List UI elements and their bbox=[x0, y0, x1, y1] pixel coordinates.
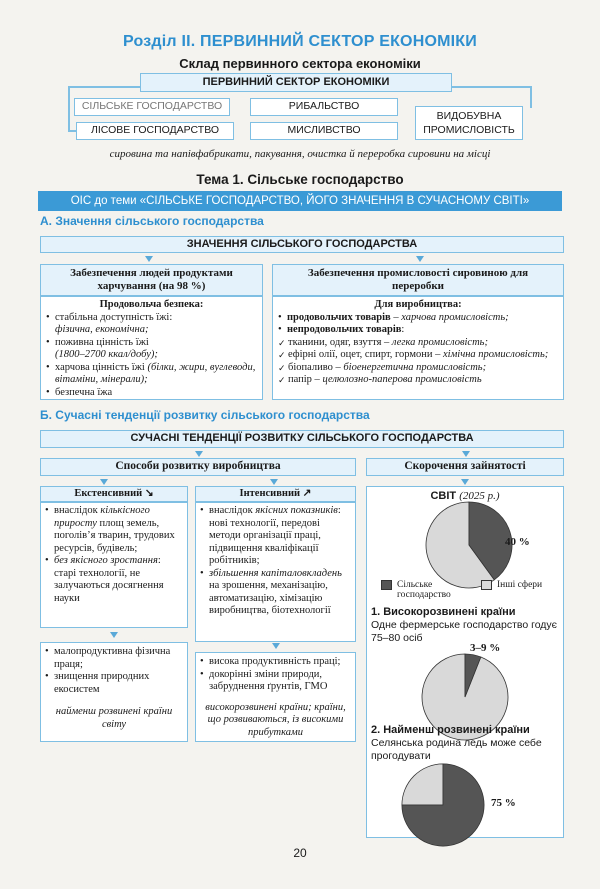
list-item: • поживна цінність їжі (1800–2700 ккал/добу); bbox=[46, 337, 257, 362]
connector bbox=[530, 86, 532, 108]
developed-title: 1. Високорозвинені країни bbox=[371, 606, 516, 618]
world-label: СВІТ (2025 р.) bbox=[430, 490, 500, 502]
connector bbox=[68, 130, 76, 132]
list-item: • харчова цінність їжі (білки, жири, вуглеводи, вітаміни, мінерали); bbox=[46, 362, 257, 387]
extensive-results-box bbox=[40, 642, 188, 742]
arrow-down bbox=[462, 451, 470, 457]
connector bbox=[68, 86, 70, 131]
employment-title: Скорочення зайнятості bbox=[366, 458, 564, 476]
list-item: • знищення природних екосистем bbox=[45, 671, 183, 696]
branch-fishing: РИБАЛЬСТВО bbox=[250, 98, 398, 116]
section-b-box-title: СУЧАСНІ ТЕНДЕНЦІЇ РОЗВИТКУ СІЛЬСЬКОГО ГОСПОДАРСТВА bbox=[40, 430, 564, 448]
least-developed-text: Селянська родина ледь може себе прогодувати bbox=[371, 737, 542, 762]
pie-slice-other bbox=[402, 764, 443, 805]
topic-banner: ОІС до теми «СІЛЬСЬКЕ ГОСПОДАРСТВО, ЙОГО ЗНАЧЕННЯ В СУЧАСНОМУ СВІТІ» bbox=[38, 191, 562, 211]
composition-title: Склад первинного сектора економіки bbox=[179, 56, 421, 71]
list-item: ✓ папір – целюлозно-паперова промисловість bbox=[278, 374, 558, 387]
industry-supply-title: Забезпечення промисловості сировиною для переробки bbox=[272, 264, 564, 296]
arrow-down bbox=[416, 256, 424, 262]
branch-hunting: МИСЛИВСТВО bbox=[250, 122, 398, 140]
list-item: ✓ тканини, одяг, взуття – легка промисловість; bbox=[278, 337, 558, 350]
list-item: • безпечна їжа bbox=[46, 387, 257, 400]
extensive-title: Екстенсивний ↘ bbox=[40, 486, 188, 502]
methods-title: Способи розвитку виробництва bbox=[40, 458, 356, 476]
arrow-down bbox=[461, 479, 469, 485]
sector-note: сировина та напівфабрикати, пакування, очистка й переробка сировини на місці bbox=[109, 148, 491, 160]
list-item: • малопродуктивна фізична праця; bbox=[45, 646, 183, 671]
extensive-countries: найменш розвинені країни світу bbox=[55, 706, 173, 730]
pie-label-world: 40 % bbox=[505, 536, 530, 548]
intensive-results-box bbox=[195, 652, 356, 742]
branch-mining bbox=[415, 106, 523, 140]
intensive-countries: високорозвинені країни; країни, що розвиваються, із високими прибутками bbox=[205, 701, 346, 738]
list-item: ✓ біопаливо – біоенергетична промисловість; bbox=[278, 362, 558, 375]
list-item: • стабільна доступність їжі: фізична, економічна; bbox=[46, 312, 257, 337]
food-supply-box bbox=[40, 296, 263, 400]
topic-title: Тема 1. Сільське господарство bbox=[196, 172, 404, 187]
list-item: • збільшення капіталовкладень на зрошення, механізацію, автоматизацію, хімізацію виробництва, біотехнології bbox=[200, 568, 351, 618]
page-number: 20 bbox=[293, 846, 307, 860]
list-item: • висока продуктивність праці; bbox=[200, 656, 351, 669]
list-item: • докорінні зміни природи, забруднення ґрунтів, ГМО bbox=[200, 669, 351, 694]
list-item: • непродовольчих товарів: bbox=[278, 324, 558, 337]
list-item: ✓ ефірні олії, оцет, спирт, гормони – хімічна промисловість; bbox=[278, 349, 558, 362]
production-label: Для виробництва: bbox=[374, 299, 462, 310]
pie-chart-world bbox=[424, 500, 514, 590]
branch-forestry: ЛІСОВЕ ГОСПОДАРСТВО bbox=[76, 122, 234, 140]
section-a-box-title: ЗНАЧЕННЯ СІЛЬСЬКОГО ГОСПОДАРСТВА bbox=[40, 236, 564, 253]
pie-label-least-developed: 75 % bbox=[491, 797, 516, 809]
arrow-down bbox=[110, 632, 118, 638]
list-item: • внаслідок якісних показників: нові технології, передові методи організації праці, підвищення кваліфікації робітників; bbox=[200, 505, 351, 568]
connector bbox=[452, 86, 530, 88]
section-title: Розділ ІІ. ПЕРВИННИЙ СЕКТОР ЕКОНОМІКИ bbox=[123, 33, 477, 50]
pie-chart-least-developed bbox=[400, 762, 486, 848]
arrow-down bbox=[195, 451, 203, 457]
arrow-down bbox=[145, 256, 153, 262]
extensive-box bbox=[40, 502, 188, 628]
section-b-heading: Б. Сучасні тенденції розвитку сільського господарства bbox=[40, 408, 370, 422]
arrow-down bbox=[100, 479, 108, 485]
intensive-box bbox=[195, 502, 356, 642]
list-item: • продовольчих товарів – харчова промисловість; bbox=[278, 312, 558, 325]
list-item: • внаслідок кількісного приросту площ земель, поголів’я тварин, трудових ресурсів, будівель; bbox=[45, 505, 183, 555]
industry-supply-box bbox=[272, 296, 564, 400]
list-item: • без якісного зростання: старі технології, не залучаються досягнення науки bbox=[45, 555, 183, 605]
intensive-title: Інтенсивний ↗ bbox=[195, 486, 356, 502]
branch-agriculture: СІЛЬСЬКЕ ГОСПОДАРСТВО bbox=[74, 98, 230, 116]
branch-mining-label: ВИДОБУВНА ПРОМИСЛОВІСТЬ bbox=[423, 110, 515, 136]
legend-label-other: Інші сфери bbox=[497, 580, 543, 590]
legend-swatch-other bbox=[481, 580, 492, 590]
food-security-label: Продовольча безпека: bbox=[99, 299, 204, 310]
primary-sector-box: ПЕРВИННИЙ СЕКТОР ЕКОНОМІКИ bbox=[140, 73, 452, 92]
least-developed-title: 2. Найменш розвинені країни bbox=[371, 724, 530, 736]
food-supply-title: Забезпечення людей продуктами харчування (на 98 %) bbox=[40, 264, 263, 296]
section-a-heading: А. Значення сільського господарства bbox=[40, 214, 264, 228]
arrow-down bbox=[270, 479, 278, 485]
pie-label-developed: 3–9 % bbox=[470, 642, 501, 654]
legend-label-agriculture: Сільське господарство bbox=[397, 580, 451, 600]
legend-swatch-agriculture bbox=[381, 580, 392, 590]
developed-text: Одне фермерське господарство годує 75–80 осіб bbox=[371, 619, 558, 644]
arrow-down bbox=[272, 643, 280, 649]
connector bbox=[68, 86, 140, 88]
